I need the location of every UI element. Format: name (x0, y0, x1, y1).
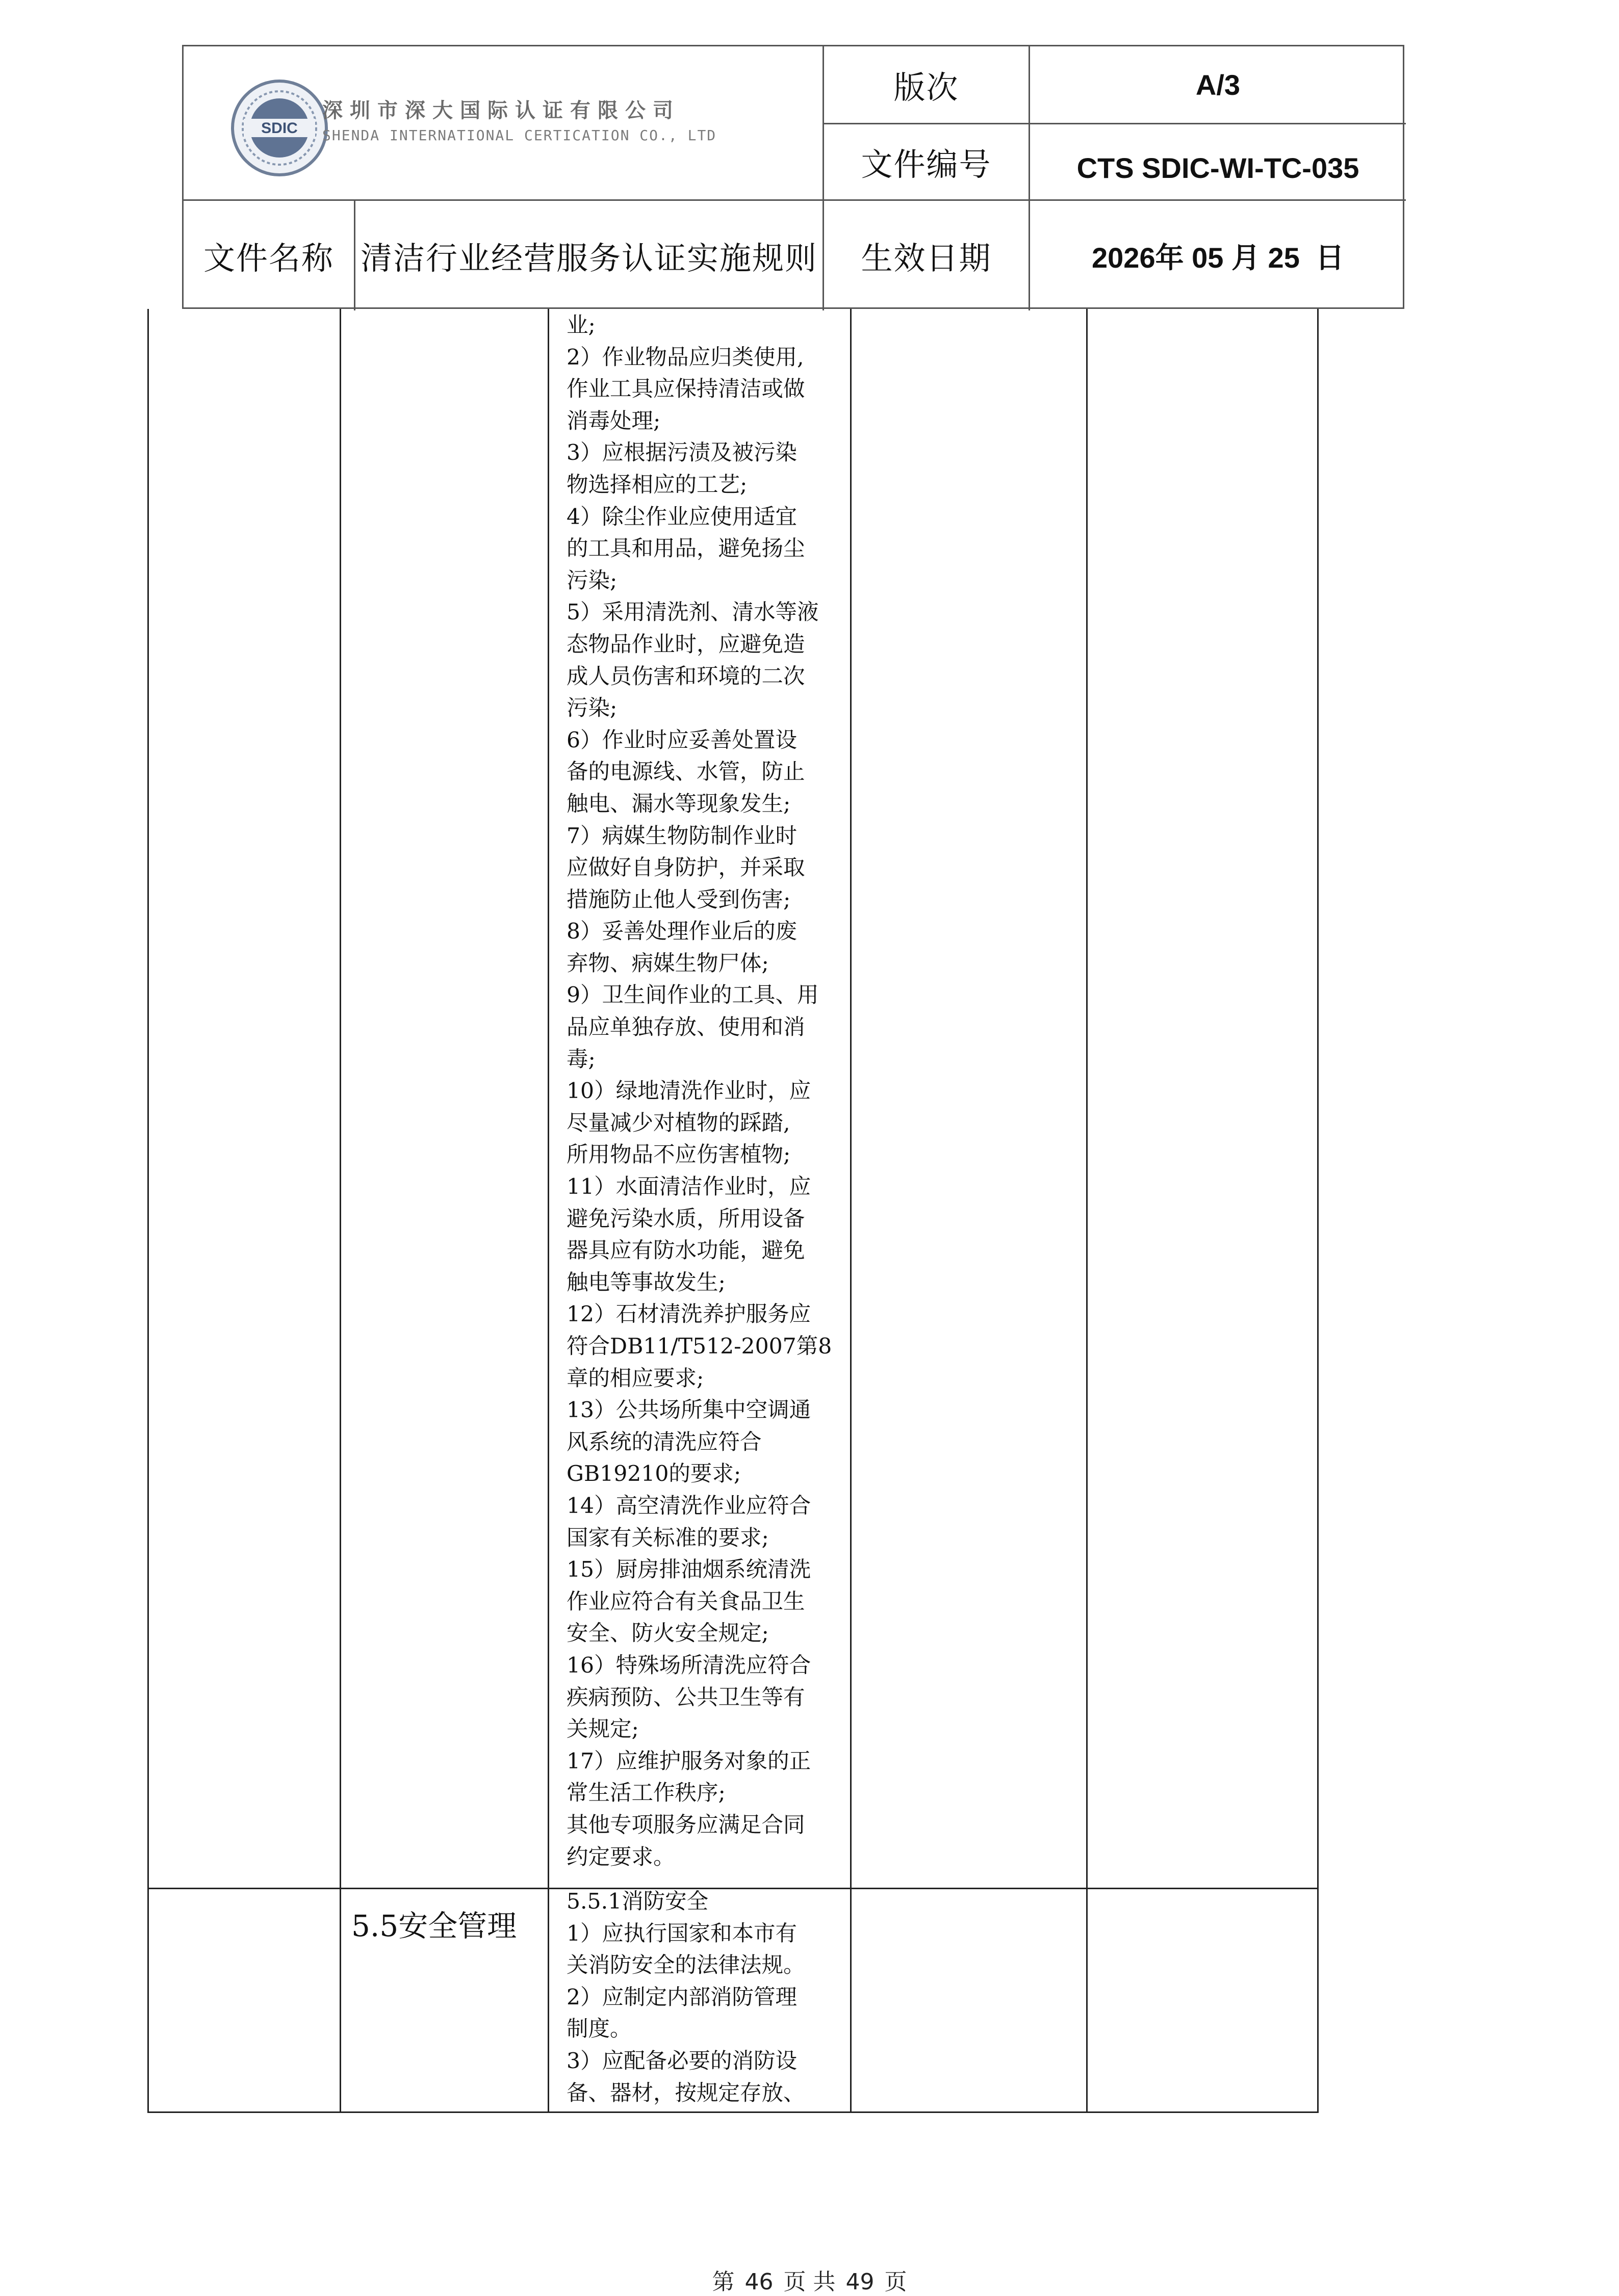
text-line: 约定要求。 (567, 1844, 675, 1870)
table-border (548, 309, 549, 2113)
text-line: 国家有关标准的要求; (567, 1525, 769, 1551)
doc-number-label: 文件编号 (861, 146, 992, 183)
footer-suffix: 页 (884, 2269, 907, 2295)
text-line: 关消防安全的法律法规。 (567, 1953, 805, 1978)
text-line: 4）除尘作业应使用适宜 (567, 504, 798, 530)
text-line: 5）采用清洗剂、清水等液 (567, 600, 819, 625)
text-line: 态物品作业时，应避免造 (567, 632, 805, 657)
text-line: 关规定; (567, 1717, 639, 1742)
text-line: 14）高空清洗作业应符合 (567, 1493, 811, 1519)
text-line: 章的相应要求; (567, 1366, 704, 1391)
text-line: 器具应有防水功能，避免 (567, 1238, 805, 1264)
text-line: 安全、防火安全规定; (567, 1621, 769, 1647)
svg-text:SDIC: SDIC (261, 120, 298, 137)
text-line: 3）应根据污渍及被污染 (567, 440, 798, 466)
table-border (1317, 309, 1319, 2113)
text-line: 弃物、病媒生物尸体; (567, 951, 769, 976)
doc-name-label: 文件名称 (203, 240, 334, 277)
text-line: 15）厨房排油烟系统清洗 (567, 1557, 811, 1583)
text-line: 其他专项服务应满足合同 (567, 1812, 805, 1838)
text-line: 消毒处理; (567, 408, 661, 434)
text-line: 避免污染水质，所用设备 (567, 1206, 805, 1232)
text-line: 13）公共场所集中空调通 (567, 1398, 811, 1423)
text-line: 应做好自身防护，并采取 (567, 855, 805, 881)
effective-date-label: 生效日期 (861, 240, 992, 277)
table-border (340, 309, 341, 2113)
page-footer (0, 2263, 1619, 2296)
text-line: 的工具和用品，避免扬尘 (567, 536, 805, 562)
footer-middle: 页 共 (783, 2269, 836, 2295)
text-line: 疾病预防、公共卫生等有 (567, 1685, 805, 1710)
section-title: 5.5安全管理 (351, 1909, 517, 1943)
text-line: 作业工具应保持清洁或做 (567, 377, 805, 402)
text-line: 1）应执行国家和本市有 (567, 1921, 798, 1946)
page-number: 46 (744, 2269, 774, 2295)
text-line: 3）应配备必要的消防设 (567, 2048, 798, 2074)
text-line: 5.5.1消防安全 (567, 1889, 709, 1914)
version-value: A/3 (1195, 68, 1241, 101)
table-border (1086, 309, 1088, 2113)
text-line: 16）特殊场所清洗应符合 (567, 1653, 811, 1678)
table-border (147, 1888, 149, 2113)
text-line: 9）卫生间作业的工具、用 (567, 983, 819, 1008)
version-label: 版次 (893, 68, 959, 106)
text-line: 17）应维护服务对象的正 (567, 1749, 811, 1774)
table-border (850, 309, 852, 2113)
company-name-cn: 深圳市深大国际认证有限公司 (322, 99, 680, 122)
text-line: 污染; (567, 696, 618, 721)
text-line: 尽量减少对植物的踩踏, (567, 1110, 790, 1136)
text-line: 触电等事故发生; (567, 1270, 726, 1295)
text-line: 污染; (567, 568, 618, 593)
document-header (182, 45, 1404, 309)
requirement-text-fire-safety (567, 1886, 805, 2109)
footer-prefix: 第 (712, 2269, 735, 2295)
text-line: 备、器材，按规定存放、 (567, 2080, 805, 2106)
text-line: 触电、漏水等现象发生; (567, 791, 791, 817)
text-line: 成人员伤害和环境的二次 (567, 664, 805, 689)
requirements-table (147, 309, 1319, 2113)
text-line: 毒; (567, 1047, 596, 1072)
text-line: 11）水面清洁作业时，应 (567, 1175, 811, 1200)
text-line: 业; (567, 313, 596, 338)
company-name-en: SHENDA INTERNATIONAL CERTICATION CO., LTD (322, 127, 717, 144)
effective-date-value: 2026年 05 月 25 日 (1092, 241, 1344, 274)
table-border (147, 2111, 1319, 2113)
doc-name-value: 清洁行业经营服务认证实施规则 (360, 240, 817, 277)
doc-number-value: CTS SDIC-WI-TC-035 (1076, 152, 1359, 184)
text-line: 品应单独存放、使用和消 (567, 1015, 805, 1040)
text-line: 7）病媒生物防制作业时 (567, 823, 798, 849)
text-line: 6）作业时应妥善处置设 (567, 727, 798, 753)
table-border (147, 309, 149, 1888)
text-line: 物选择相应的工艺; (567, 472, 748, 498)
text-line: 8）妥善处理作业后的废 (567, 919, 798, 945)
page-total: 49 (845, 2269, 875, 2295)
text-line: GB19210的要求; (567, 1462, 741, 1487)
text-line: 备的电源线、水管，防止 (567, 760, 805, 785)
text-line: 符合DB11/T512-2007第8 (567, 1334, 832, 1359)
text-line: 常生活工作秩序; (567, 1781, 726, 1806)
text-line: 2）作业物品应归类使用, (567, 345, 804, 370)
text-line: 风系统的清洗应符合 (567, 1429, 762, 1455)
text-line: 制度。 (567, 2017, 632, 2042)
text-line: 措施防止他人受到伤害; (567, 887, 791, 912)
text-line: 10）绿地清洗作业时，应 (567, 1079, 811, 1104)
text-line: 所用物品不应伤害植物; (567, 1142, 791, 1168)
text-line: 作业应符合有关食品卫生 (567, 1589, 805, 1614)
requirement-text-continued (567, 310, 832, 1873)
text-line: 2）应制定内部消防管理 (567, 1985, 798, 2010)
text-line: 12）石材清洗养护服务应 (567, 1302, 811, 1327)
